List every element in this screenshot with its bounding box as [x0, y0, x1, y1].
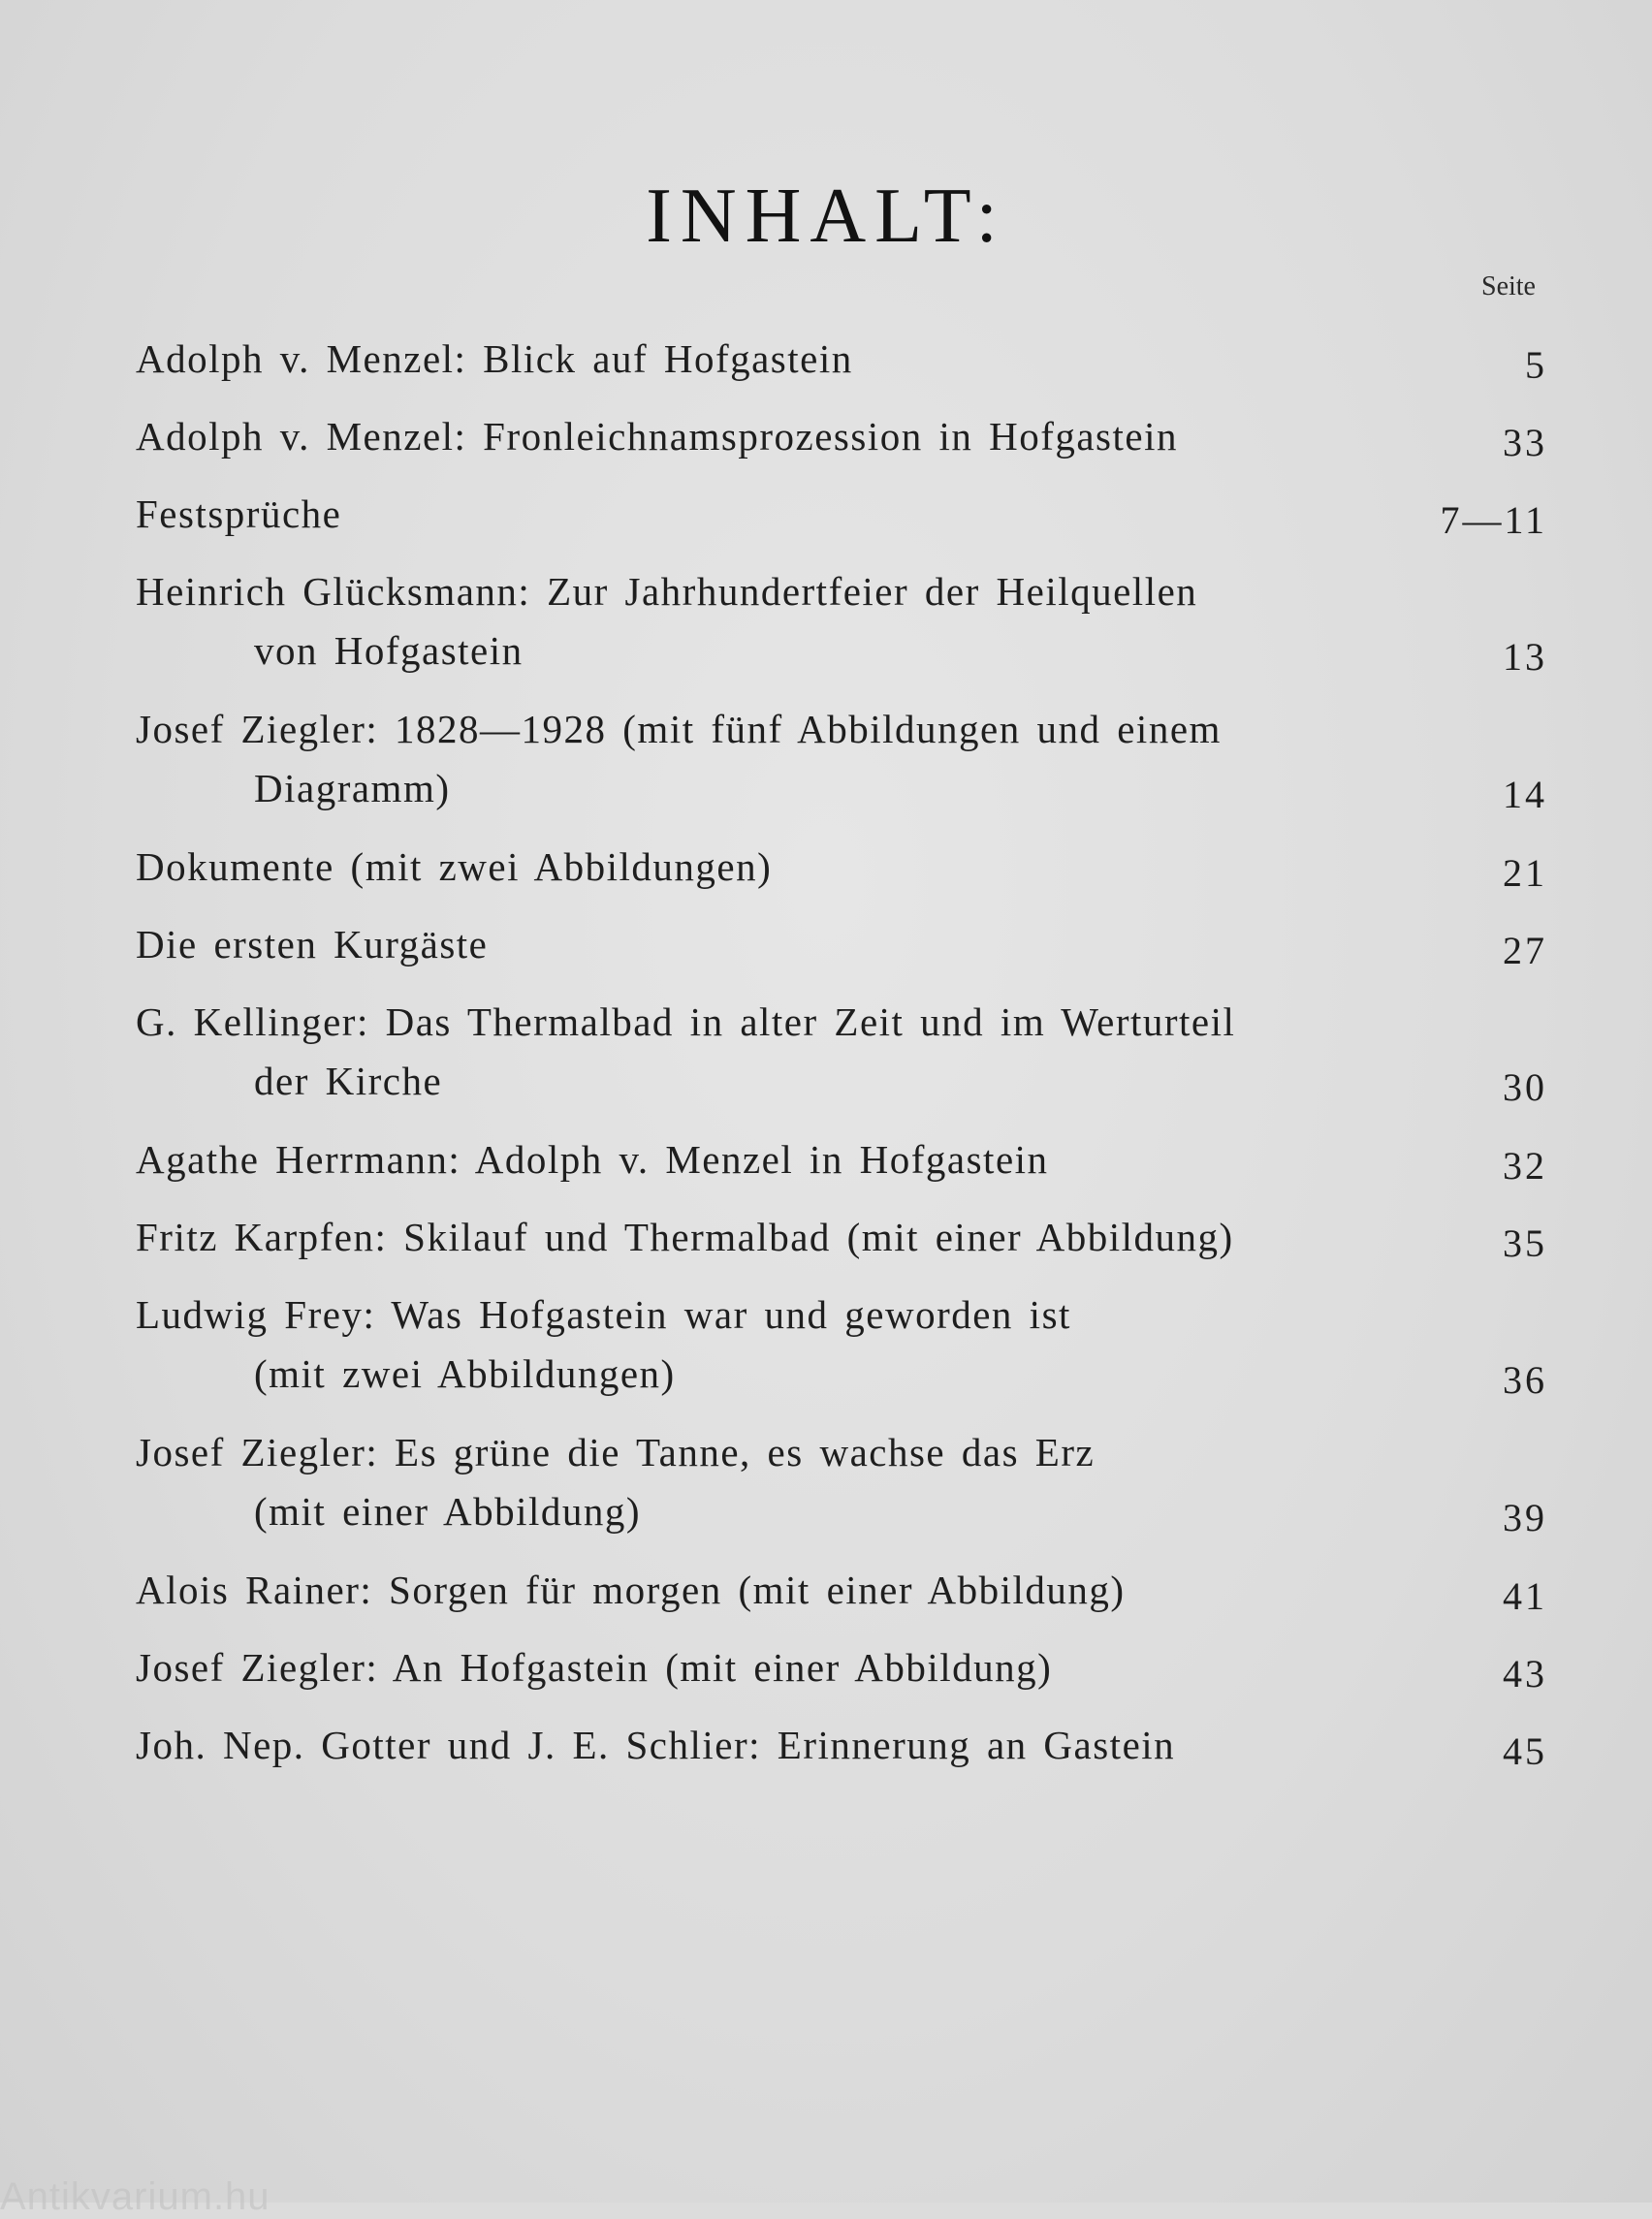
toc-entry — [136, 1208, 1551, 1267]
entry-text: Ludwig Frey: Was Hofgastein war und geworden ist — [136, 1292, 1071, 1337]
entry-page-number: 30 — [1503, 1065, 1547, 1109]
entry-page-number: 32 — [1503, 1144, 1547, 1188]
toc-entry — [136, 700, 1551, 818]
entry-text-continuation: von Hofgastein — [254, 628, 524, 673]
toc-entry — [136, 1716, 1551, 1775]
toc-entry — [136, 1130, 1551, 1189]
entry-page-number: 36 — [1503, 1358, 1547, 1402]
entry-page-number: 27 — [1503, 929, 1547, 972]
entry-text-continuation: (mit zwei Abbildungen) — [254, 1351, 676, 1396]
entry-text-continuation: Diagramm) — [254, 766, 451, 810]
entry-page-number: 14 — [1503, 773, 1547, 816]
entry-page-number: 43 — [1503, 1652, 1547, 1696]
entry-text: Adolph v. Menzel: Blick auf Hofgastein — [136, 336, 853, 381]
entry-text: Festsprüche — [136, 491, 342, 536]
entry-text-continuation: der Kirche — [254, 1059, 443, 1103]
entry-text: Die ersten Kurgäste — [136, 922, 489, 967]
entry-text: Agathe Herrmann: Adolph v. Menzel in Hofgastein — [136, 1137, 1049, 1182]
toc-entry — [136, 838, 1551, 897]
toc-entry — [136, 485, 1551, 544]
toc-entry — [136, 1638, 1551, 1697]
entry-page-number: 21 — [1503, 851, 1547, 895]
toc-entry — [136, 1561, 1551, 1620]
entry-text: Josef Ziegler: Es grüne die Tanne, es wachse das Erz — [136, 1430, 1096, 1474]
entry-text: G. Kellinger: Das Thermalbad in alter Zeit und im Werturteil — [136, 999, 1236, 1044]
entry-page-number: 45 — [1503, 1729, 1547, 1773]
entry-page-number: 35 — [1503, 1221, 1547, 1265]
entry-page-number: 33 — [1503, 421, 1547, 464]
toc-entry — [136, 407, 1551, 466]
entry-page-number: 41 — [1503, 1574, 1547, 1618]
entry-text: Josef Ziegler: An Hofgastein (mit einer Abbildung) — [136, 1645, 1053, 1690]
entry-text: Heinrich Glücksmann: Zur Jahrhundertfeier der Heilquellen — [136, 569, 1198, 614]
toc-entry — [136, 1285, 1551, 1404]
toc-entry — [136, 562, 1551, 681]
entry-text: Joh. Nep. Gotter und J. E. Schlier: Erinnerung an Gastein — [136, 1723, 1176, 1767]
page-column-header: Seite — [1481, 271, 1536, 301]
toc-entry — [136, 1423, 1551, 1541]
entry-text: Dokumente (mit zwei Abbildungen) — [136, 844, 773, 889]
page-title: INHALT: — [646, 174, 1006, 259]
entry-text: Fritz Karpfen: Skilauf und Thermalbad (mit einer Abbildung) — [136, 1215, 1234, 1259]
entry-page-number: 13 — [1503, 635, 1547, 679]
toc-entry — [136, 915, 1551, 974]
entry-text-continuation: (mit einer Abbildung) — [254, 1489, 642, 1534]
toc-entry — [136, 330, 1551, 389]
entry-page-number: 5 — [1525, 343, 1547, 387]
entry-text: Adolph v. Menzel: Fronleichnamsprozession in Hofgastein — [136, 414, 1178, 459]
entry-text: Alois Rainer: Sorgen für morgen (mit einer Abbildung) — [136, 1568, 1126, 1612]
entry-text: Josef Ziegler: 1828—1928 (mit fünf Abbildungen und einem — [136, 707, 1222, 751]
entry-page-number: 39 — [1503, 1496, 1547, 1539]
entry-page-number: 7—11 — [1440, 498, 1547, 542]
watermark: Antikvarium.hu — [0, 2175, 270, 2218]
toc-entry — [136, 993, 1551, 1111]
